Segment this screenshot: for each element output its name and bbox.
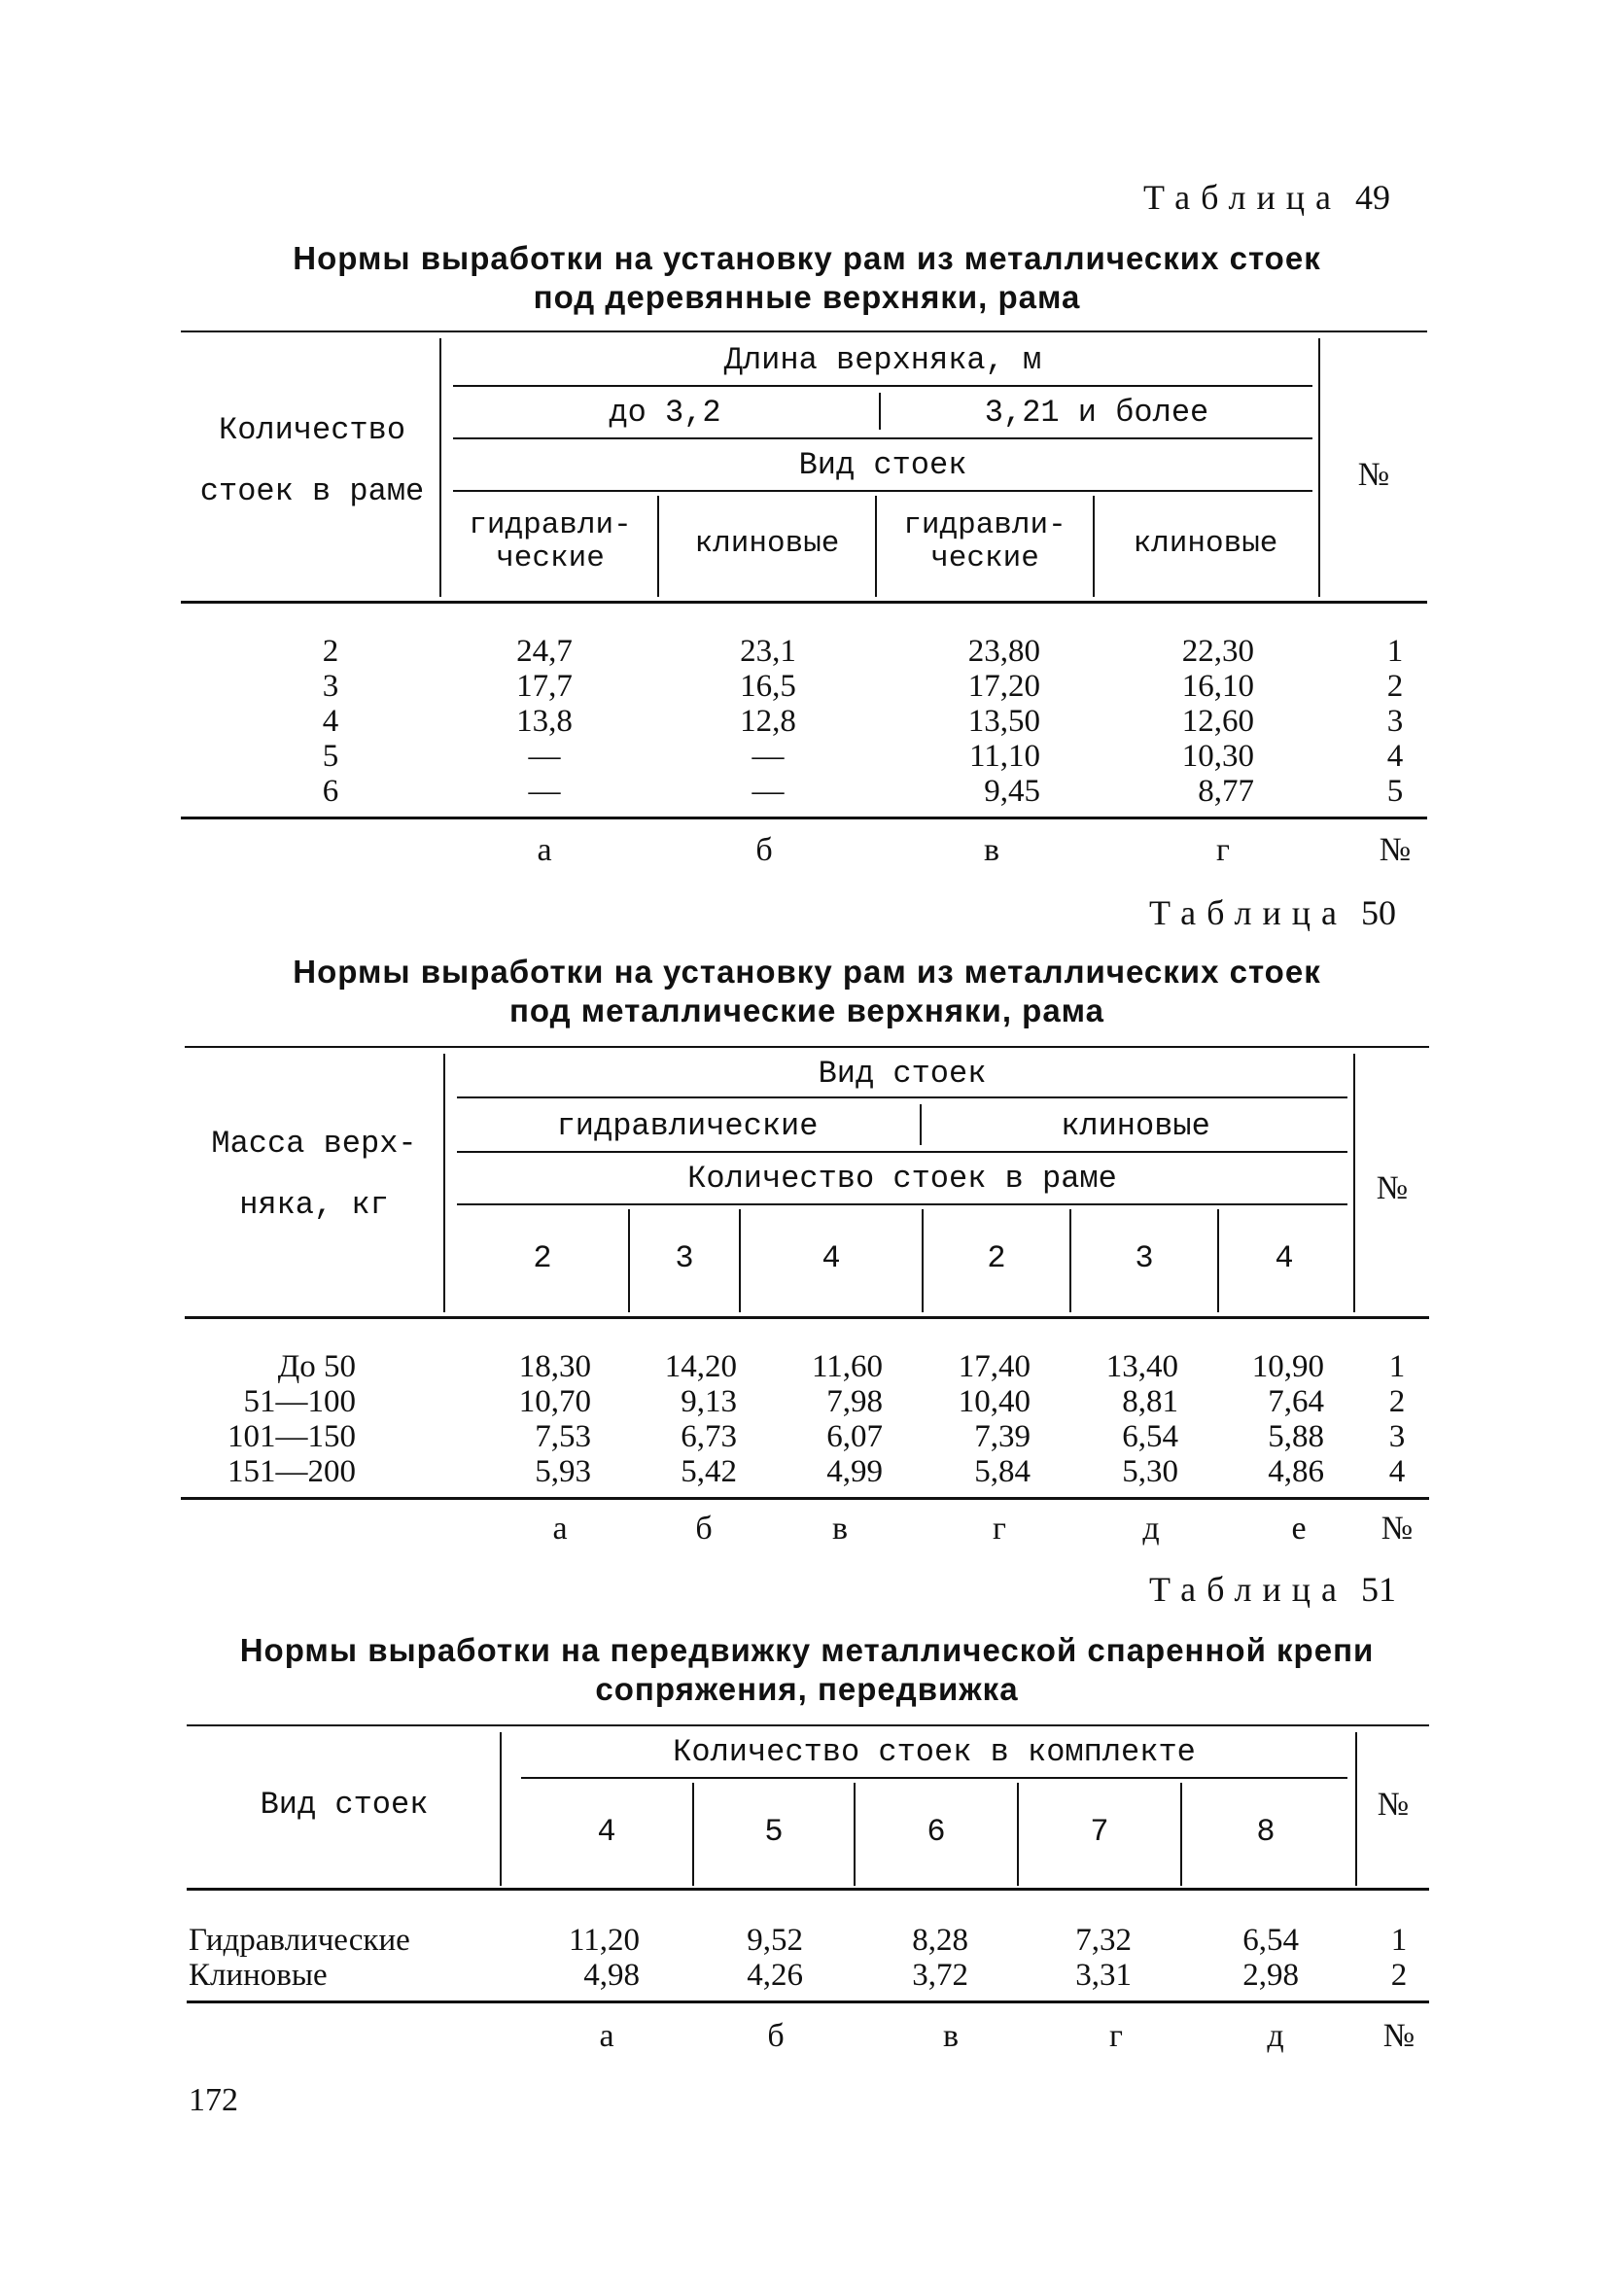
table51-col-b bbox=[696, 1923, 803, 1993]
table50-row2-label: 51—100 bbox=[243, 1384, 356, 1419]
table51-cell: 11,20 bbox=[568, 1923, 640, 1958]
table51-row2-label: Клиновые bbox=[189, 1958, 328, 1993]
table51-col-a bbox=[533, 1923, 640, 1993]
table49-cell: 10,30 bbox=[1181, 739, 1254, 774]
table50-col-b bbox=[632, 1349, 737, 1489]
table50-cell: 18,30 bbox=[518, 1349, 591, 1384]
table50-count-header: 2 bbox=[533, 1240, 552, 1276]
table50-cell: 6,54 bbox=[1122, 1419, 1178, 1454]
table51-letter: г bbox=[1109, 2018, 1123, 2054]
table50-header-bottom-rule bbox=[185, 1316, 1429, 1319]
table51-count-header: 5 bbox=[764, 1814, 784, 1850]
table49-cell: — bbox=[752, 774, 785, 809]
table49-letter-no: № bbox=[1379, 832, 1412, 868]
table50-vline-sub bbox=[920, 1104, 922, 1145]
table49-col-a bbox=[496, 634, 593, 809]
table49-num: 3 bbox=[1386, 704, 1404, 739]
table49-rowlabels bbox=[292, 634, 369, 809]
table50-num: 4 bbox=[1388, 1454, 1406, 1489]
table49-col-no bbox=[1371, 634, 1419, 809]
table49-cell: 24,7 bbox=[516, 634, 573, 669]
table49-cell: 22,30 bbox=[1181, 634, 1254, 669]
table50-sub1: гидравлические bbox=[556, 1108, 819, 1144]
table51-row1-label: Гидравлические bbox=[189, 1923, 410, 1958]
table51-letter-no: № bbox=[1382, 2018, 1416, 2054]
table50-cell: 7,39 bbox=[974, 1419, 1031, 1454]
table50-col-e bbox=[1219, 1349, 1324, 1489]
table49-cell: — bbox=[528, 739, 561, 774]
table50-rowlabels bbox=[185, 1349, 356, 1489]
table49-rowhead-line2: стоек в раме bbox=[199, 473, 425, 509]
table50-count-header: 2 bbox=[987, 1240, 1006, 1276]
table49-cell: 13,8 bbox=[516, 704, 573, 739]
table50-cell: 4,86 bbox=[1268, 1454, 1324, 1489]
table49-rule-vid bbox=[453, 490, 1312, 492]
table50-rule-sub bbox=[457, 1151, 1347, 1153]
table50-cell: 5,84 bbox=[974, 1454, 1031, 1489]
table49-cell: 12,60 bbox=[1181, 704, 1254, 739]
table51-bottom-rule bbox=[187, 2000, 1429, 2003]
table50-title-line1: Нормы выработки на установку рам из металлических стоек bbox=[293, 954, 1321, 990]
table49-top-rule bbox=[181, 330, 1427, 332]
table51-count-header: 8 bbox=[1256, 1814, 1276, 1850]
table49-cell: 17,7 bbox=[516, 669, 573, 704]
table51-rowhead: Вид стоек bbox=[260, 1787, 429, 1823]
table50-count-header: 3 bbox=[1135, 1240, 1154, 1276]
table50-cell: 6,07 bbox=[826, 1419, 883, 1454]
table51-cell: 6,54 bbox=[1242, 1923, 1299, 1958]
table49-sub1: до 3,2 bbox=[609, 395, 721, 431]
table51-cell: 2,98 bbox=[1242, 1958, 1299, 1993]
table50-count-header: 4 bbox=[821, 1240, 841, 1276]
table51-count-header: 7 bbox=[1090, 1814, 1109, 1850]
table50-cell: 13,40 bbox=[1105, 1349, 1178, 1384]
table51-letter: б bbox=[767, 2018, 785, 2054]
table50-col-no bbox=[1373, 1349, 1421, 1489]
table50-rule-vid bbox=[457, 1096, 1347, 1098]
table49-row3-label: 4 bbox=[322, 704, 339, 739]
table49-rowhead-line1: Количество bbox=[218, 412, 406, 448]
table50-col-g bbox=[926, 1349, 1031, 1489]
table49-letter-g: г bbox=[1216, 832, 1230, 868]
table49-row4-label: 5 bbox=[322, 739, 339, 774]
table50-letter: г bbox=[993, 1511, 1006, 1547]
table49-num: 1 bbox=[1386, 634, 1404, 669]
table50-title-line2: под металлические верхняки, рама bbox=[508, 992, 1105, 1028]
table50-rule-kol bbox=[457, 1203, 1347, 1205]
table51-label bbox=[1149, 1569, 1396, 1610]
table49-cell: 11,10 bbox=[968, 739, 1040, 774]
table50-row3-label: 101—150 bbox=[227, 1419, 356, 1454]
table50-top-rule bbox=[185, 1046, 1429, 1048]
table51-top-rule bbox=[187, 1724, 1429, 1726]
table50-kol: Количество стоек в раме bbox=[687, 1161, 1117, 1197]
table49-cell: 8,77 bbox=[1198, 774, 1254, 809]
table51-num: 2 bbox=[1390, 1958, 1408, 1993]
table50-cell: 7,53 bbox=[535, 1419, 591, 1454]
table49-bottom-rule bbox=[181, 817, 1427, 819]
table51-title-line2: сопряжения, передвижка bbox=[595, 1671, 1019, 1707]
table50-rowhead-line1: Масса верх- bbox=[211, 1126, 417, 1162]
table51-title bbox=[175, 1631, 1439, 1709]
table51-cell: 3,31 bbox=[1075, 1958, 1132, 1993]
table50-num: 2 bbox=[1388, 1384, 1406, 1419]
table49-col-b bbox=[719, 634, 817, 809]
table50-cell: 6,73 bbox=[681, 1419, 737, 1454]
table50-count-header: 3 bbox=[675, 1240, 694, 1276]
table51-num: 1 bbox=[1390, 1923, 1408, 1958]
table51-cell: 4,26 bbox=[747, 1958, 803, 1993]
table49-rowhead bbox=[191, 412, 434, 509]
page-number: 172 bbox=[189, 2082, 238, 2118]
table50-row4-label: 151—200 bbox=[227, 1454, 356, 1489]
table50-number: 50 bbox=[1361, 893, 1396, 932]
table50-bottom-rule bbox=[181, 1497, 1429, 1500]
table51-letter: д bbox=[1267, 2018, 1284, 2054]
table49-num: 4 bbox=[1386, 739, 1404, 774]
table49-rule-sub bbox=[453, 437, 1312, 439]
table51-col-d bbox=[1192, 1923, 1299, 1993]
table50-cell: 8,81 bbox=[1122, 1384, 1178, 1419]
table50-row1-label: До 50 bbox=[277, 1349, 356, 1384]
table50-col-a bbox=[486, 1349, 591, 1489]
table51-col-v bbox=[861, 1923, 968, 1993]
table49-col1-header: гидравли- ческие bbox=[469, 508, 632, 575]
table50-label-text: Таблица bbox=[1149, 893, 1347, 932]
table50-cell: 5,30 bbox=[1122, 1454, 1178, 1489]
table49-sub2: 3,21 и более bbox=[984, 395, 1209, 431]
table51-col-no bbox=[1375, 1923, 1423, 1993]
table50-letter: б bbox=[695, 1511, 713, 1547]
table49-num: 5 bbox=[1386, 774, 1404, 809]
table51-count-header: 6 bbox=[926, 1814, 946, 1850]
table51-letter: а bbox=[599, 2018, 614, 2054]
table50-no-header: № bbox=[1376, 1170, 1409, 1206]
table51-cell: 4,98 bbox=[583, 1958, 640, 1993]
table50-letter: е bbox=[1291, 1511, 1307, 1547]
table49-col2-header: клиновые bbox=[694, 527, 840, 561]
table49-cell: 17,20 bbox=[967, 669, 1040, 704]
table49-cell: 16,10 bbox=[1181, 669, 1254, 704]
table51-col-g bbox=[1025, 1923, 1132, 1993]
table49-num: 2 bbox=[1386, 669, 1404, 704]
table49-letter-v: в bbox=[983, 832, 1000, 868]
table50-cell: 5,93 bbox=[535, 1454, 591, 1489]
table50-letter-no: № bbox=[1381, 1511, 1414, 1547]
table49-row5-label: 6 bbox=[322, 774, 339, 809]
table51-cell: 8,28 bbox=[912, 1923, 968, 1958]
table50-vid: Вид стоек bbox=[818, 1056, 987, 1092]
table50-cell: 9,13 bbox=[681, 1384, 737, 1419]
table50-vline-rowhead bbox=[443, 1054, 445, 1312]
table49-row1-label: 2 bbox=[322, 634, 339, 669]
table50-letter: а bbox=[552, 1511, 568, 1547]
table51-cell: 9,52 bbox=[747, 1923, 803, 1958]
table50-cell: 14,20 bbox=[664, 1349, 737, 1384]
table49-no-header: № bbox=[1357, 457, 1390, 493]
table49-col-v bbox=[933, 634, 1040, 809]
table50-cell: 7,98 bbox=[826, 1384, 883, 1419]
table50-cell: 10,90 bbox=[1251, 1349, 1324, 1384]
table50-cell: 4,99 bbox=[826, 1454, 883, 1489]
table50-cell: 5,42 bbox=[681, 1454, 737, 1489]
table51-title-line1: Нормы выработки на передвижку металлической спаренной крепи bbox=[239, 1632, 1375, 1668]
table49-col3-header: гидравли- ческие bbox=[903, 508, 1066, 575]
table49-letter-a: а bbox=[537, 832, 552, 868]
table51-no-header: № bbox=[1377, 1787, 1410, 1823]
table49-rule-group bbox=[453, 385, 1312, 387]
table49-header-bottom-rule bbox=[181, 601, 1427, 604]
table49-title-line2: под деревянные верхняки, рама bbox=[533, 279, 1081, 315]
table50-cell: 10,70 bbox=[518, 1384, 591, 1419]
table49-cell: 23,1 bbox=[740, 634, 796, 669]
table51-vline-rowhead bbox=[500, 1732, 502, 1886]
table50-cell: 5,88 bbox=[1268, 1419, 1324, 1454]
table49-letter-b: б bbox=[755, 832, 773, 868]
table51-rule-group bbox=[521, 1777, 1347, 1779]
table51-rowlabels bbox=[189, 1923, 480, 1993]
table50-rowhead-line2: няка, кг bbox=[239, 1187, 389, 1223]
table51-cell: 3,72 bbox=[912, 1958, 968, 1993]
table49-cell: 9,45 bbox=[984, 774, 1040, 809]
table50-rowhead bbox=[191, 1126, 437, 1223]
table49-title bbox=[175, 239, 1439, 317]
table51-header-bottom-rule bbox=[187, 1888, 1429, 1891]
table49-row2-label: 3 bbox=[322, 669, 339, 704]
table49-number: 49 bbox=[1355, 178, 1390, 217]
table49-cell: 23,80 bbox=[967, 634, 1040, 669]
table50-letter: д bbox=[1142, 1511, 1160, 1547]
table50-num: 3 bbox=[1388, 1419, 1406, 1454]
table51-letter: в bbox=[942, 2018, 960, 2054]
table50-cell: 7,64 bbox=[1268, 1384, 1324, 1419]
table50-cell: 10,40 bbox=[958, 1384, 1031, 1419]
table50-sub2: клиновые bbox=[1061, 1108, 1210, 1144]
table50-col-d bbox=[1073, 1349, 1178, 1489]
table49-vid: Вид стоек bbox=[798, 447, 967, 483]
table50-cell: 17,40 bbox=[958, 1349, 1031, 1384]
table50-cell: 11,60 bbox=[811, 1349, 883, 1384]
table50-count-header: 4 bbox=[1275, 1240, 1294, 1276]
table50-label bbox=[1149, 892, 1396, 933]
table51-group-header: Количество стоек в комплекте bbox=[673, 1734, 1196, 1770]
table49-cell: 13,50 bbox=[967, 704, 1040, 739]
table49-cell: 12,8 bbox=[740, 704, 796, 739]
table50-letter: в bbox=[831, 1511, 849, 1547]
table49-cell: 16,5 bbox=[740, 669, 796, 704]
table49-cell: — bbox=[752, 739, 785, 774]
table49-label-text: Таблица bbox=[1143, 178, 1342, 217]
table49-col4-header: клиновые bbox=[1133, 527, 1278, 561]
table49-cell: — bbox=[528, 774, 561, 809]
table49-col-g bbox=[1147, 634, 1254, 809]
table51-number: 51 bbox=[1361, 1570, 1396, 1609]
table50-num: 1 bbox=[1388, 1349, 1406, 1384]
table50-title bbox=[175, 953, 1439, 1030]
table49-label bbox=[1143, 177, 1390, 218]
table50-col-v bbox=[778, 1349, 883, 1489]
table49-group-header: Длина верхняка, м bbox=[723, 342, 1042, 378]
table51-label-text: Таблица bbox=[1149, 1570, 1347, 1609]
table51-cell: 7,32 bbox=[1075, 1923, 1132, 1958]
table49-vline-rowhead bbox=[439, 338, 441, 597]
table51-count-header: 4 bbox=[597, 1814, 616, 1850]
table49-title-line1: Нормы выработки на установку рам из металлических стоек bbox=[293, 240, 1321, 276]
